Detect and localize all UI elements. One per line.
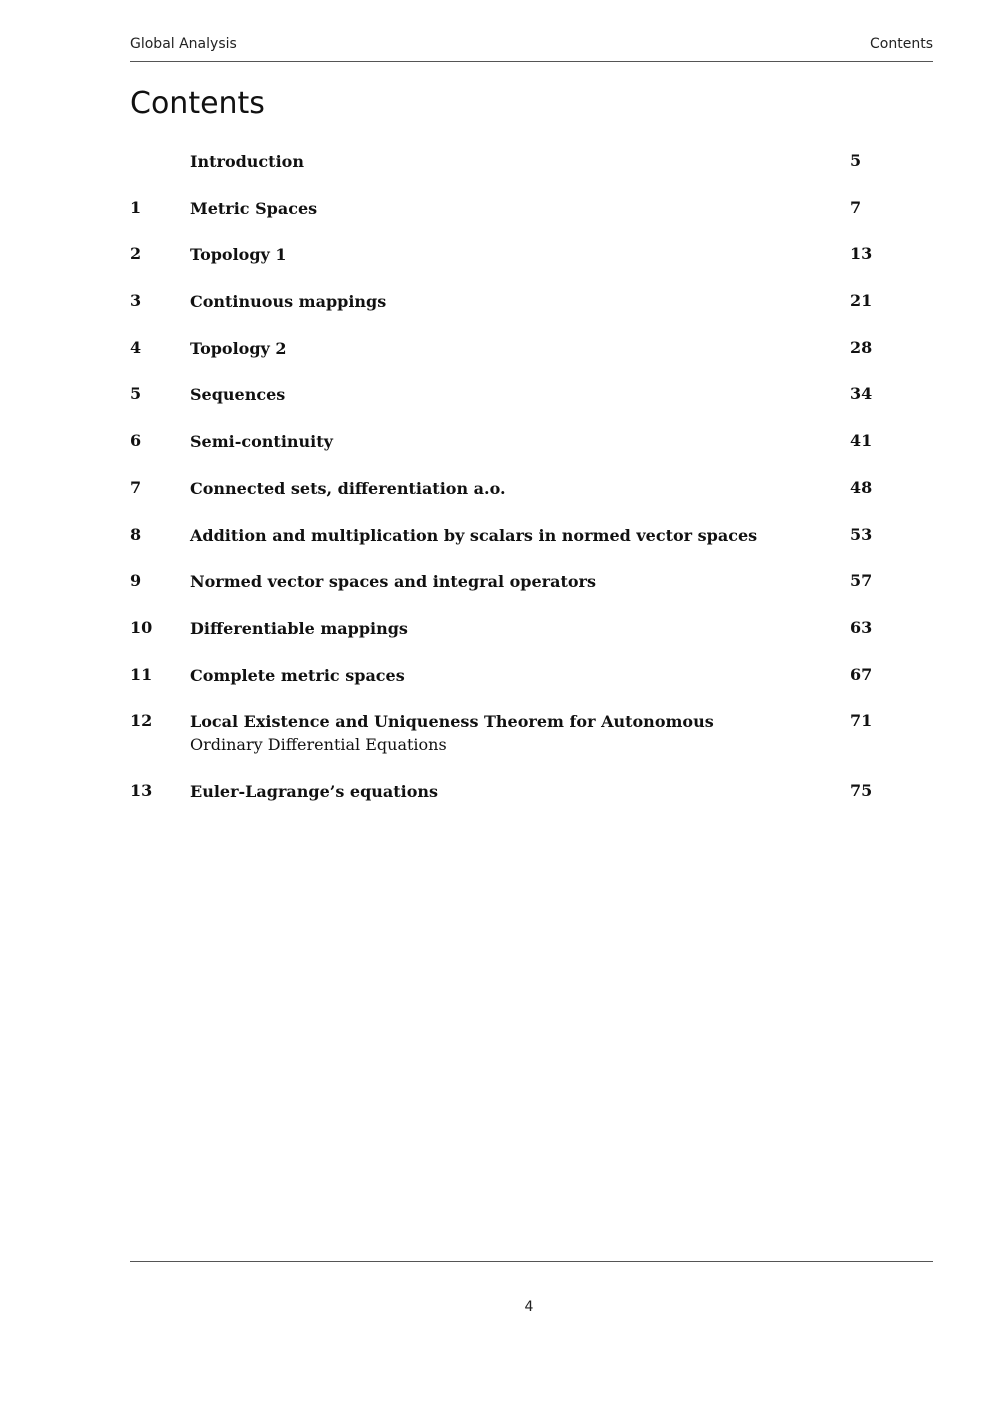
toc-entry-title: Local Existence and Uniqueness Theorem for Autonomous [190,712,714,732]
toc-entry[interactable] [130,290,933,337]
header-section-title: Contents [870,36,933,52]
toc-entry-title-block [190,570,810,593]
toc-entry-title: Normed vector spaces and integral operators [190,572,596,592]
toc-entry-number: 5 [130,384,142,404]
toc-entry-title: Topology 1 [190,245,287,265]
toc-entry-page: 41 [850,431,873,451]
toc-entry-page: 13 [850,244,873,264]
toc-entry[interactable] [130,150,933,197]
toc-entry-page: 48 [850,477,873,497]
toc-entry-title: Differentiable mappings [190,618,408,638]
toc-entry-number: 13 [130,781,153,801]
toc-entry-page: 71 [850,711,873,731]
toc-entry-title-block [190,617,810,640]
table-of-contents [130,150,933,827]
toc-entry-title-block [190,150,810,173]
toc-entry-title: Complete metric spaces [190,665,405,685]
toc-entry[interactable] [130,477,933,524]
toc-entry-title: Connected sets, differentiation a.o. [190,478,506,498]
toc-entry-title-block [190,664,810,687]
toc-entry-title-block [190,290,810,313]
toc-entry-number: 12 [130,711,153,731]
toc-entry-page: 7 [850,197,862,217]
toc-entry-number: 10 [130,617,153,637]
toc-entry-number: 4 [130,337,142,357]
toc-entry-page: 21 [850,291,873,311]
toc-entry-title-block [190,197,810,220]
toc-entry[interactable] [130,570,933,617]
toc-entry-page: 57 [850,571,873,591]
toc-entry-number: 2 [130,244,142,264]
toc-entry[interactable] [130,243,933,290]
toc-entry-page: 34 [850,384,873,404]
toc-entry-page: 75 [850,781,873,801]
toc-entry-title-block [190,477,810,500]
page-number: 4 [524,1299,534,1315]
toc-entry-title-block [190,383,810,406]
toc-entry[interactable] [130,710,933,780]
toc-entry-page: 53 [850,524,873,544]
toc-entry-number: 8 [130,524,142,544]
toc-entry-page: 5 [850,151,862,170]
toc-entry[interactable] [130,524,933,571]
toc-entry-number: 11 [130,664,153,684]
toc-entry-title-block [190,710,810,756]
toc-entry-subtitle: Ordinary Differential Equations [190,735,447,755]
toc-entry[interactable] [130,337,933,384]
page-title: Contents [130,86,265,121]
toc-entry-number: 9 [130,571,142,591]
toc-entry-page: 28 [850,337,873,357]
toc-entry[interactable] [130,780,933,827]
toc-entry-number: 6 [130,431,142,451]
header-book-title: Global Analysis [130,36,237,52]
toc-entry-title: Semi-continuity [190,432,333,452]
toc-entry-number: 7 [130,477,142,497]
toc-entry-title-block [190,430,810,453]
toc-entry-title-block [190,337,810,360]
toc-entry-title: Continuous mappings [190,292,387,312]
toc-entry-page: 67 [850,664,873,684]
toc-entry-page: 63 [850,617,873,637]
running-header [130,34,933,62]
toc-entry-title: Metric Spaces [190,198,318,218]
toc-entry[interactable] [130,430,933,477]
toc-entry-number: 3 [130,291,142,311]
toc-entry-title: Introduction [190,152,304,171]
toc-entry[interactable] [130,197,933,244]
footer-divider [130,1261,933,1262]
toc-entry-title: Addition and multiplication by scalars in normed vector spaces [190,525,758,545]
toc-entry[interactable] [130,383,933,430]
toc-entry-title-block [190,243,810,266]
toc-entry-title: Sequences [190,385,286,405]
toc-entry-number: 1 [130,197,142,217]
toc-entry[interactable] [130,617,933,664]
toc-entry[interactable] [130,664,933,711]
toc-entry-title-block [190,524,810,547]
toc-entry-title-block [190,780,810,803]
toc-entry-title: Euler-Lagrange’s equations [190,782,439,802]
toc-entry-title: Topology 2 [190,338,287,358]
